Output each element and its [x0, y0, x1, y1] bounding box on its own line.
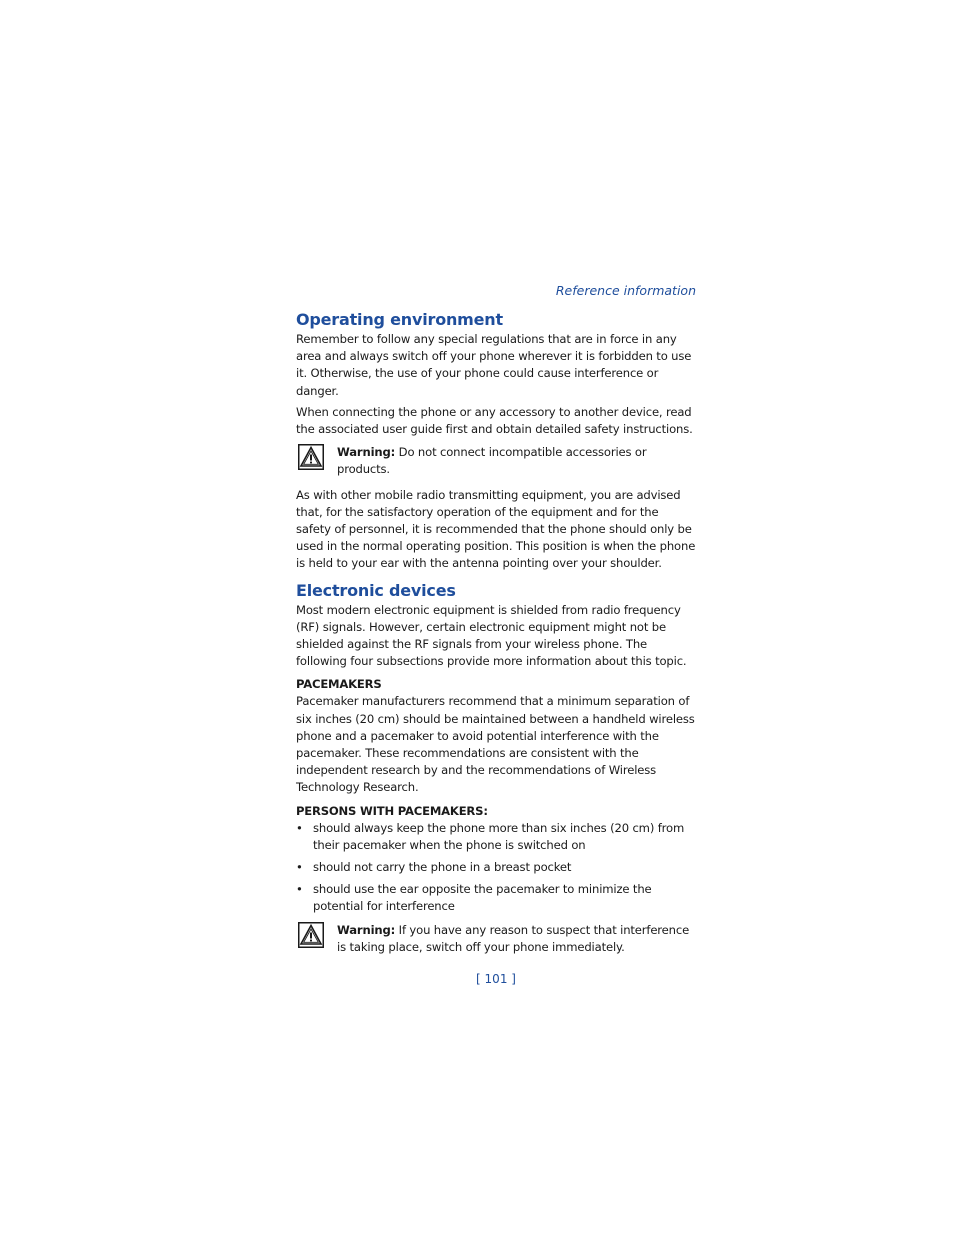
warning-text: [337, 922, 696, 956]
warning-note: [296, 922, 696, 956]
section-title: Operating environment: [296, 310, 503, 329]
section-operating-environment: [296, 310, 696, 573]
list-item: [296, 881, 696, 915]
section-electronic-devices: [296, 581, 696, 956]
bullet-glyph: •: [296, 860, 303, 875]
subsection-title: PACEMAKERS: [296, 677, 382, 692]
subsection-title: PERSONS WITH PACEMAKERS:: [296, 803, 488, 818]
warning-note: [296, 444, 696, 478]
bullet-glyph: •: [296, 882, 303, 897]
warning-text: [337, 444, 696, 478]
warning-label: Warning:: [337, 922, 396, 937]
warning-label: Warning:: [337, 445, 396, 460]
paragraph: Most modern electronic equipment is shielded from radio frequency (RF) signals. However, certain electronic equipment might not be shielded against the RF signals from your wireless phone. The following four subsections provide more information about this topic.: [296, 602, 687, 669]
list-item: [296, 859, 696, 876]
paragraph: Remember to follow any special regulations that are in force in any area and always switch off your phone wherever it is forbidden to use it. Otherwise, the use of your phone could cause interference or danger.: [296, 332, 692, 398]
running-head: Reference information: [555, 283, 696, 298]
page-number: [ 101 ]: [476, 972, 516, 987]
warning-triangle-icon: [298, 444, 324, 470]
bullet-glyph: •: [296, 820, 303, 835]
warning-body: If you have any reason to suspect that interference is taking place, switch off your phone immediately.: [337, 922, 690, 954]
list-item: [296, 820, 696, 854]
list-item-text: should use the ear opposite the pacemaker to minimize the potential for interference: [313, 882, 652, 914]
bullet-list: [296, 820, 696, 916]
section-title: Electronic devices: [296, 580, 456, 600]
list-item-text: should not carry the phone in a breast pocket: [313, 860, 572, 875]
page-content: [296, 282, 696, 986]
paragraph: Pacemaker manufacturers recommend that a minimum separation of six inches (20 cm) should be maintained between a handheld wireless phone and a pacemaker to avoid potential interference with the pacemaker. These recommendations are consistent with the independent research by and the recommendations of Wireless Technology Research.: [296, 694, 695, 795]
warning-body: Do not connect incompatible accessories or products.: [337, 445, 647, 477]
paragraph: When connecting the phone or any accessory to another device, read the associated user guide first and obtain detailed safety instructions.: [296, 404, 693, 437]
list-item-text: should always keep the phone more than six inches (20 cm) from their pacemaker when the phone is switched on: [313, 820, 685, 852]
warning-triangle-icon: [298, 922, 324, 948]
paragraph: As with other mobile radio transmitting equipment, you are advised that, for the satisfactory operation of the equipment and for the safety of personnel, it is recommended that the phone should only be used in the normal operating position. This position is when the phone is held to your ear with the antenna pointing over your shoulder.: [296, 487, 696, 571]
